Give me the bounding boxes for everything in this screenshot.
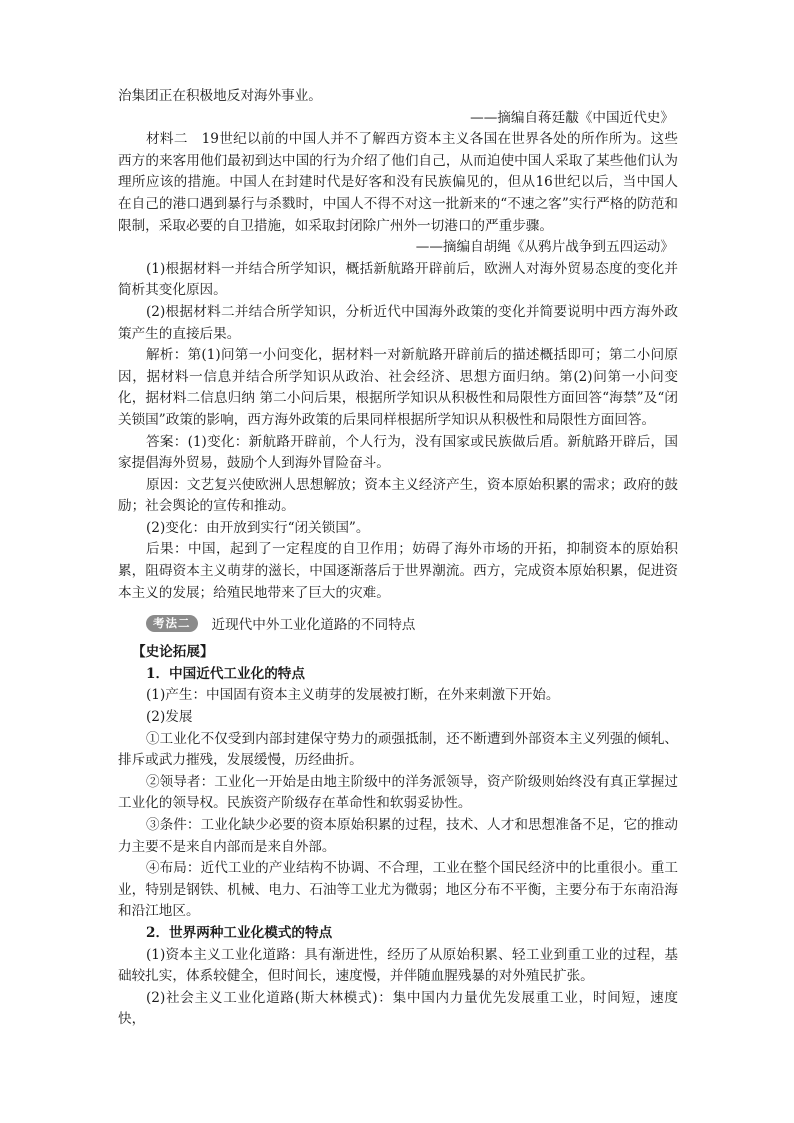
answer-result: 后果：中国，起到了一定程度的自卫作用；妨碍了海外市场的开拓，抑制资本的原始积累，阻碍资本主义萌芽的滋长，中国逐渐落后于世界潮流。西方，完成资本原始积累，促进资本主义的发展；给殖民地带来了巨大的灾难。 [118, 541, 678, 601]
material-two: 材料二 19世纪以前的中国人并不了解西方资本主义各国在世界各处的所作所为。这些西方的来客用他们最初到达中国的行为介绍了他们自己，从而迫使中国人采取了某些他们认为理所应该的措施。中国人在封建时代是好客和没有民族偏见的，但从16世纪以后，当中国人在自己的港口遇到暴行与杀戮时，中国人不得不对这一批新来的“不速之客”实行严格的防范和限制，采取必要的自卫措施，如采取封闭除广州外一切港口的严重步骤。 [118, 131, 678, 234]
question-2: (2)根据材料二并结合所学知识，分析近代中国海外政策的变化并简要说明中西方海外政策产生的直接后果。 [118, 303, 678, 342]
document-page [118, 86, 678, 1031]
development-point-1: ①工业化不仅受到内部封建保守势力的顽强抵制，还不断遭到外部资本主义列强的倾轧、排斥或武力摧残，发展缓慢，历经曲折。 [118, 730, 678, 769]
origin-paragraph: (1)产生：中国固有资本主义萌芽的发展被打断，在外来刺激下开始。 [146, 687, 560, 704]
section-title: 近现代中外工业化道路的不同特点 [211, 617, 416, 634]
source-citation-1: ——摘编自蒋廷黻《中国近代史》 [470, 109, 674, 126]
answer-part-2: (2)变化：由开放到实行“闭关锁国”。 [146, 519, 370, 536]
socialist-path: (2)社会主义工业化道路(斯大林模式)：集中国内力量优先发展重工业，时间短，速度快， [118, 989, 678, 1028]
analysis-paragraph: 解析：第(1)问第一小问变化，据材料一对新航路开辟前后的描述概括即可；第二小问原因，据材料一信息并结合所学知识从政治、社会经济、思想方面归纳。第(2)问第一小问变化，据材料二信息归纳 第二小问后果，根据所学知识从积极性和局限性方面回答“海禁”及“闭关锁国”政策的影响，西方海外政策的后果同样根据所学知识从积极性和局限性方面回答。 [118, 347, 678, 428]
answer-reason: 原因：文艺复兴使欧洲人思想解放；资本主义经济产生，资本原始积累的需求；政府的鼓励；社会舆论的宣传和推动。 [118, 476, 678, 515]
subheading-china-industrialization: 1．中国近代工业化的特点 [146, 665, 305, 682]
history-extension-heading: 【史论拓展】 [132, 644, 214, 661]
development-point-4: ④布局：近代工业的产业结构不协调、不合理，工业在整个国民经济中的比重很小。重工业，特别是钢铁、机械、电力、石油等工业尤为微弱；地区分布不平衡，主要分布于东南沿海和沿江地区。 [118, 860, 678, 920]
section-badge: 考法二 [146, 615, 198, 632]
development-label: (2)发展 [146, 709, 193, 726]
source-citation-2: ——摘编自胡绳《从鸦片战争到五四运动》 [415, 239, 674, 256]
capitalist-path: (1)资本主义工业化道路：具有渐进性，经历了从原始积累、轻工业到重工业的过程，基础较扎实，体系较健全，但时间长，速度慢，并伴随血腥残暴的对外殖民扩张。 [118, 946, 678, 985]
question-1: (1)根据材料一并结合所学知识，概括新航路开辟前后，欧洲人对海外贸易态度的变化并简析其变化原因。 [118, 260, 678, 299]
subheading-world-models: 2．世界两种工业化模式的特点 [146, 924, 333, 941]
section-header [146, 612, 678, 634]
development-point-2: ②领导者：工业化一开始是由地主阶级中的洋务派领导，资产阶级则始终没有真正掌握过工业化的领导权。民族资产阶级存在革命性和软弱妥协性。 [118, 773, 678, 812]
development-point-3: ③条件：工业化缺少必要的资本原始积累的过程，技术、人才和思想准备不足，它的推动力主要不是来自内部而是来自外部。 [118, 817, 678, 855]
continued-line: 治集团正在积极地反对海外事业。 [118, 88, 322, 104]
answer-part-1: 答案：(1)变化：新航路开辟前，个人行为，没有国家或民族做后盾。新航路开辟后，国家提倡海外贸易，鼓励个人到海外冒险奋斗。 [118, 433, 678, 472]
